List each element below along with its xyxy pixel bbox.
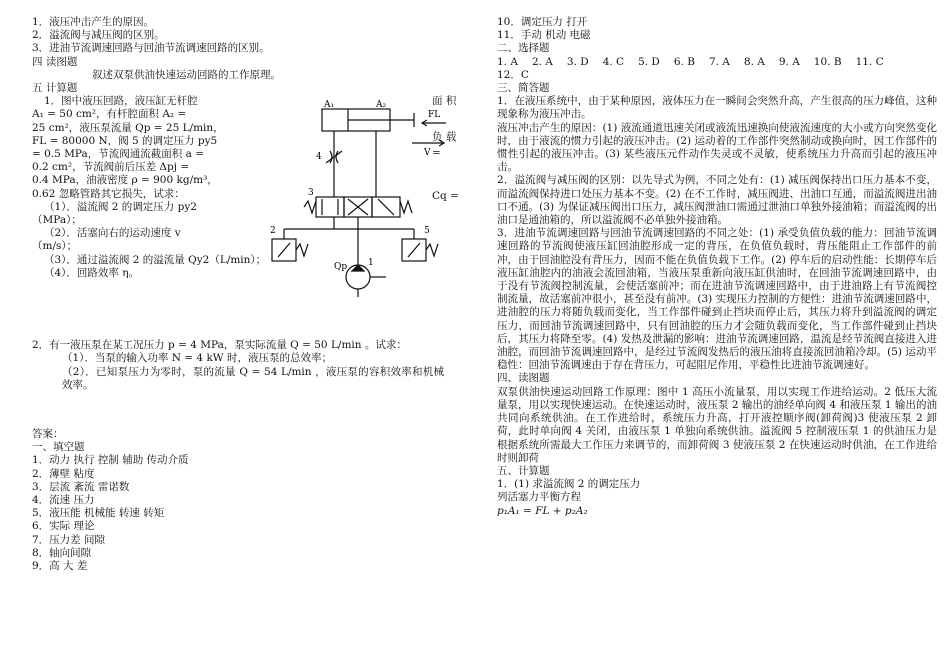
calc-line: 25 cm²，液压泵流量 Qp = 25 L/min， bbox=[32, 121, 224, 134]
calc-sub-line: （3）．通过溢流阀 2 的溢流量 Qy2（L/min）； bbox=[44, 253, 267, 266]
label-4: 4 bbox=[316, 152, 322, 163]
choice-item: 4. C bbox=[602, 55, 625, 68]
relief-valve-2-spring bbox=[296, 244, 308, 256]
right-column bbox=[497, 16, 937, 518]
choice-item: 10. B bbox=[813, 55, 842, 68]
calc-line: FL = 80000 N，阀 5 的调定压力 py5 bbox=[32, 134, 218, 147]
question-line: 3．进油节流调速回路与回油节流调速回路的区别。 bbox=[32, 42, 270, 55]
label-3: 3 bbox=[308, 188, 314, 199]
valve-spring-right bbox=[400, 201, 412, 213]
answer-paragraph: 1．在液压系统中，由于某种原因，液体压力在一瞬间会突然升高，产生很高的压力峰值，这种现象称为液压冲击。 bbox=[497, 95, 937, 121]
answer-paragraph: 2．溢流阀与减压阀的区别：以先导式为例，不同之处有：(1) 减压阀保持出口压力基本不变，而溢流阀保持进口处压力基本不变。(2) 在不工作时，减压阀进、出油口互通，而溢流阀进出油口不通。(3) 为保证减压阀出口压力，减压阀泄油口需通过泄油口单独外接油箱；而溢流阀的出油口是通油箱的，所以溢流阀不必单独外接油箱。 bbox=[497, 174, 937, 227]
hydraulic-circuit-diagram bbox=[264, 99, 454, 299]
fill-item: 4．流速 压力 bbox=[32, 494, 95, 507]
label-qp: Qp bbox=[334, 262, 348, 273]
calc-answer-line: 1．(1) 求溢流阀 2 的调定压力 bbox=[497, 478, 641, 491]
choice-item: 12．C bbox=[497, 68, 529, 81]
calc-answer-line: 列活塞力平衡方程 bbox=[497, 491, 581, 504]
choice-answers bbox=[497, 56, 937, 69]
question-line: 2．溢流阀与减压阀的区别。 bbox=[32, 29, 165, 42]
label-5: 5 bbox=[424, 226, 430, 237]
label-fl: FL bbox=[428, 110, 441, 121]
fill-item: 6．实际 理论 bbox=[32, 520, 95, 533]
calc-right-word: 面 积 bbox=[432, 95, 457, 108]
fill-item: 1．动力 执行 控制 辅助 传动介质 bbox=[32, 454, 189, 467]
relief-valve-5-arrow bbox=[408, 243, 420, 257]
answer-paragraph: 3．进油节流调速回路与回油节流调速回路的不同之处：(1) 承受负值负载的能力：回油节流调速回路的节流阀使液压缸回油腔形成一定的背压，在负值负载时，背压能阻止工作部件的前冲，由于回油腔没有背压力，因而不能在负值负载下工作。(2) 停车后的启动性能：长期停车后液压缸油腔内的油液会流回油箱，当液压泵重新向液压缸供油时，在回油节流调速回路中，由于没有节流阀控制流量，会使活塞前冲；而在进油节流调速回路中，由于进油路上有节流阀控制流量，故活塞前冲很小，甚至没有前冲。(3) 实现压力控制的方便性：进油节流调速回路中，进油腔的压力将随负载而变化，当工作部件碰到止挡块而停止后，其压力将升到溢流阀的调定压力，而回油节流调速回路中，只有回油腔的压力才会随负载而变化，当工作部件碰到止挡块后，其压力将降至零。(4) 发热及泄漏的影响：进油节流调速回路，温流是经节流阀直接进入进油腔，而回油节流调速回路中，是经过节流阀发热后的液压油将直接流回油箱冷却。(5) 运动平稳性：回油节流调速由于存在背压力，可起阻尼作用，平稳性比进油节流调速好。 bbox=[497, 227, 937, 372]
calc-sub-line: （1）．溢流阀 2 的调定压力 py2 bbox=[44, 200, 197, 213]
fill-item: 2．薄壁 粘度 bbox=[32, 467, 95, 480]
fill-item: 8．轴向间隙 bbox=[32, 546, 92, 559]
section-title: 五、计算题 bbox=[497, 464, 550, 477]
calc-sub-line: （MPa）； bbox=[32, 214, 82, 227]
question-line: 1．液压冲击产生的原因。 bbox=[32, 16, 155, 28]
calc-problem-2: 2．有一液压泵在某工况压力 p = 4 MPa，泵实际流量 Q = 50 L/min 。试求： bbox=[32, 339, 407, 352]
relief-valve-5-spring bbox=[426, 244, 438, 256]
calc-problem-2-sub: （2）．已知泵压力为零时，泵的流量 Q = 54 L/min ，液压泵的容积效率和机械效率。 bbox=[62, 365, 444, 391]
choice-item: 9. A bbox=[778, 55, 800, 68]
fill-item: 5．液压能 机械能 转速 转矩 bbox=[32, 507, 165, 520]
section-title: 一、填空题 bbox=[32, 441, 85, 454]
fill-item: 3．层流 紊流 雷诺数 bbox=[32, 480, 130, 493]
calc-problem-1-text bbox=[32, 95, 267, 280]
calc-line: 0.62 忽略管路其它损失，试求： bbox=[32, 187, 185, 200]
left-column bbox=[32, 16, 459, 573]
dir-valve-left bbox=[316, 197, 344, 217]
label-a1: A₁ bbox=[324, 100, 335, 111]
choice-item: 5. D bbox=[638, 55, 660, 68]
label-a2: A₂ bbox=[376, 100, 387, 111]
section-title: 五 计算题 bbox=[32, 82, 78, 95]
answer-title: 答案： bbox=[32, 428, 64, 441]
label-v: V bbox=[424, 148, 431, 159]
calc-sub-line: （m/s）； bbox=[32, 240, 78, 253]
calc-right-word: = bbox=[432, 146, 441, 159]
calc-sub-line: （2）．活塞向右的运动速度 v bbox=[44, 227, 181, 240]
calc-line: A₁ = 50 cm²，有杆腔面积 A₂ = bbox=[32, 108, 187, 121]
fill-item: 11．手动 机动 电磁 bbox=[497, 29, 591, 42]
section-text: 叙述双泵供油快速运动回路的工作原理。 bbox=[92, 68, 281, 81]
label-2: 2 bbox=[270, 226, 276, 237]
relief-valve-2-arrow bbox=[278, 243, 290, 257]
calc-equation: p₁A₁ = FL + p₂A₂ bbox=[497, 504, 588, 517]
calc-right-word: 负 载 bbox=[432, 131, 457, 144]
choice-item: 11. C bbox=[855, 55, 884, 68]
section-title: 四、读图题 bbox=[497, 372, 550, 385]
fill-item: 10．调定压力 打开 bbox=[497, 16, 588, 28]
calc-line: = 0.5 MPa，节流阀通流截面积 a = bbox=[32, 148, 205, 161]
calc-line: 1．图中液压回路，液压缸无杆腔 bbox=[44, 95, 198, 108]
answer-paragraph: 双泵供油快速运动回路工作原理：图中 1 高压小流量泵，用以实现工作进给运动。2 低压大流量泵，用以实现快速运动。在快速运动时，液压泵 2 输出的油经单向阀 4 和液压泵 1 输出的油共同向系统供油。在工作进给时，系统压力升高，打开液控顺序阀(卸荷阀)3 使液压泵 2 卸荷，此时单向阀 4 关闭，由液压泵 1 单独向系统供油。溢流阀 5 控制液压泵 1 的供油压力是根据系统所需最大工作压力来调节的，而卸荷阀 3 使液压泵 2 在快速运动时供油，在工作进给时则卸荷 bbox=[497, 385, 937, 464]
calc-line: 0.4 MPa，油液密度 ρ = 900 kg/m³， bbox=[32, 174, 218, 187]
choice-item: 3. D bbox=[566, 55, 589, 68]
choice-item: 8. A bbox=[743, 55, 765, 68]
fill-item: 9．高 大 差 bbox=[32, 560, 88, 573]
calc-right-word: Cq = bbox=[432, 189, 459, 202]
label-1: 1 bbox=[368, 258, 374, 269]
fill-item: 7．压力差 间隙 bbox=[32, 533, 106, 546]
calc-sub-line: （4）．回路效率 η。 bbox=[44, 266, 140, 279]
calc-line: 0.2 cm²，节流阀前后压差 Δpj = bbox=[32, 161, 190, 174]
section-title: 二、选择题 bbox=[497, 42, 550, 55]
choice-item: 1. A bbox=[497, 55, 518, 68]
section-title: 四 读图题 bbox=[32, 55, 78, 68]
choice-item: 6. B bbox=[673, 55, 695, 68]
valve-spring-left bbox=[304, 201, 316, 213]
section-title: 三、简答题 bbox=[497, 82, 550, 95]
choice-item: 2. A bbox=[531, 55, 553, 68]
calc-problem-2-sub: （1）．当泵的输入功率 N = 4 kW 时，液压泵的总效率； bbox=[62, 352, 332, 365]
choice-item: 7. A bbox=[708, 55, 730, 68]
calc-problem-1 bbox=[32, 95, 459, 339]
valve-path bbox=[378, 199, 394, 215]
answer-paragraph: 液压冲击产生的原因：(1) 液流通道迅速关闭或液流迅速换向使液流速度的大小或方向突然变化时，由于液流的惯力引起的液压冲击。(2) 运动着的工作部件突然制动或换向时，因工作部件的惯性引起的液压冲击。(3) 某些液压元件动作失灵或不灵敏，使系统压力升高而引起的液压冲击。 bbox=[497, 121, 937, 174]
